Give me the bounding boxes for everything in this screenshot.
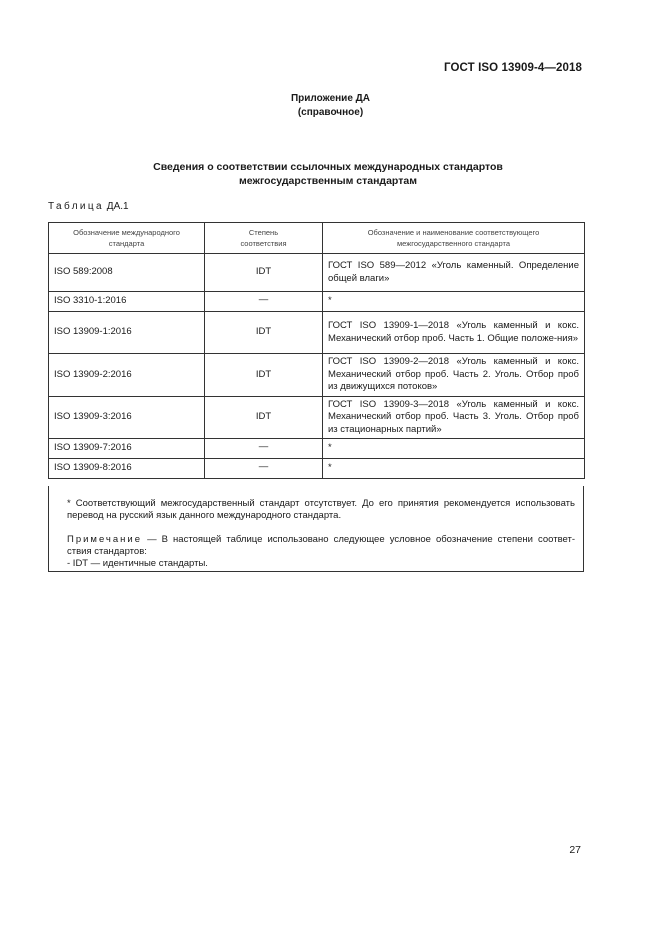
cell-intl: ISO 13909-3:2016 [49,396,205,439]
column-header-national: Обозначение и наименование соответствующего межгосударственного стандарта [323,223,585,254]
table-note [67,534,575,558]
cell-intl: ISO 3310-1:2016 [49,292,205,312]
cell-degree: — [205,292,323,312]
appendix-heading [0,92,661,120]
cell-degree: — [205,439,323,459]
cell-degree: IDT [205,312,323,354]
table-caption-id: ДА.1 [106,201,129,212]
table-footnotes [48,486,584,572]
table-row [49,292,585,312]
note-label: Примечание [67,534,142,545]
column-header-intl: Обозначение международного стандарта [49,223,205,254]
page-number: 27 [569,844,581,856]
table-row [49,312,585,354]
cell-intl: ISO 589:2008 [49,254,205,292]
table-row [49,354,585,397]
cell-national: * [323,292,585,312]
cell-intl: ISO 13909-2:2016 [49,354,205,397]
footnote-star: * Соответствующий межгосударственный стандарт отсутствует. До его принятия рекомендуется использовать перевод на русский язык данного международного стандарта. [67,498,575,521]
column-header-degree: Степень соответствия [205,223,323,254]
cell-degree: IDT [205,354,323,397]
table-row [49,439,585,459]
note-text: — В настоящей таблице использовано следующее условное обозначение степени соответ-ствия стандартов: [67,534,575,557]
table-row [49,254,585,292]
note-item: - IDT — идентичные стандарты. [67,558,208,569]
cell-intl: ISO 13909-7:2016 [49,439,205,459]
cell-national: ГОСТ ISO 13909-3—2018 «Уголь каменный и кокс. Механический отбор проб. Часть 3. Уголь. Отбор проб из стационарных партий» [323,396,585,439]
section-title-line-2: межгосударственным стандартам [239,175,417,187]
cell-intl: ISO 13909-8:2016 [49,459,205,479]
cell-national: ГОСТ ISO 13909-2—2018 «Уголь каменный и кокс. Механический отбор проб. Часть 2. Уголь. Отбор проб из движущихся потоков» [323,354,585,397]
document-code: ГОСТ ISO 13909-4—2018 [444,62,582,74]
cell-degree: IDT [205,254,323,292]
table-caption [48,201,129,212]
correspondence-table [48,222,585,479]
table-header-row [49,223,585,254]
cell-degree: — [205,459,323,479]
table-caption-word: Таблица [48,201,105,212]
appendix-title: Приложение ДА [290,93,371,104]
cell-intl: ISO 13909-1:2016 [49,312,205,354]
cell-national: ГОСТ ISO 589—2012 «Уголь каменный. Определение общей влаги» [323,254,585,292]
cell-national: * [323,459,585,479]
cell-degree: IDT [205,396,323,439]
section-title [0,160,648,188]
section-title-line-1: Сведения о соответствии ссылочных международных стандартов [153,161,503,173]
cell-national: ГОСТ ISO 13909-1—2018 «Уголь каменный и кокс. Механический отбор проб. Часть 1. Общие положе-ния» [323,312,585,354]
table-row [49,396,585,439]
cell-national: * [323,439,585,459]
table-row [49,459,585,479]
appendix-subtitle: (справочное) [297,107,364,118]
